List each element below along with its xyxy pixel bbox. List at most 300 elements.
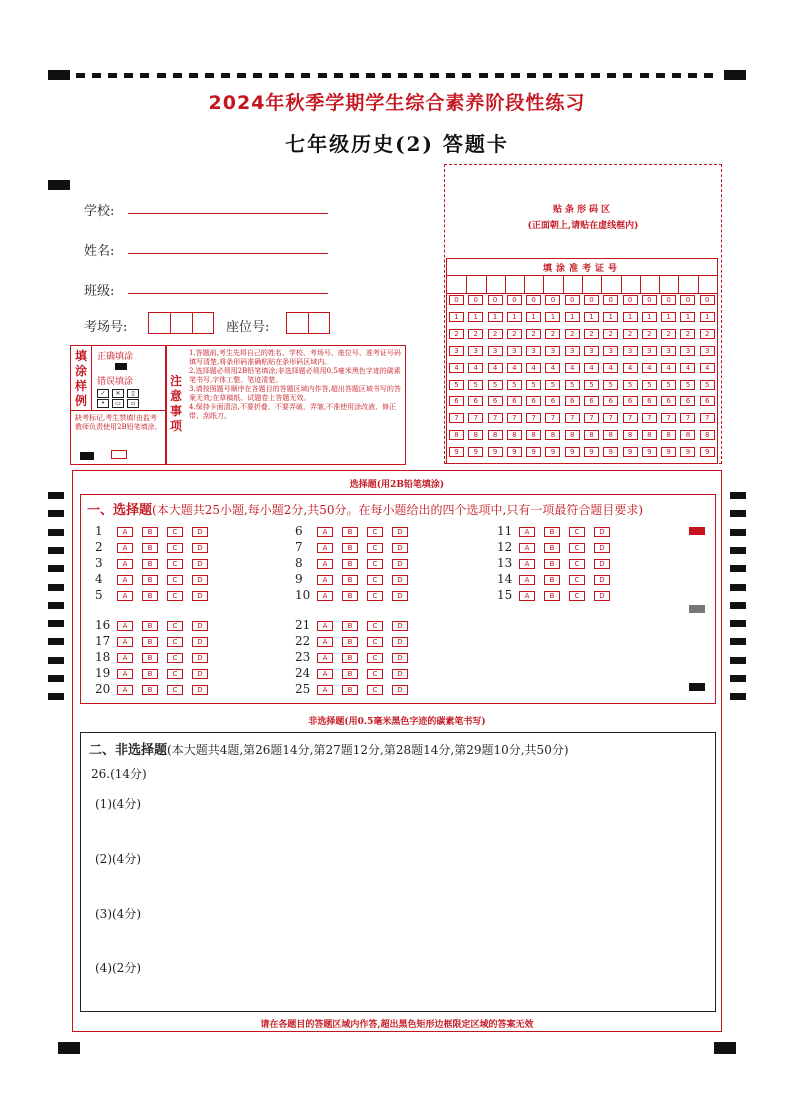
exam-digit-bubble[interactable]: 7 [603, 413, 618, 423]
option-bubble-c[interactable]: C [167, 669, 183, 679]
option-bubble-c[interactable]: C [569, 543, 585, 553]
option-bubble-a[interactable]: A [117, 543, 133, 553]
timing-dash [672, 73, 681, 78]
timing-mark [730, 693, 746, 700]
exam-digit-bubble[interactable]: 0 [642, 295, 657, 305]
exam-cell-divider [659, 275, 660, 293]
option-bubble-d[interactable]: D [192, 653, 208, 663]
option-bubble-a[interactable]: A [519, 591, 535, 601]
exam-digit-bubble[interactable]: 9 [642, 447, 657, 457]
notice-box [166, 345, 406, 465]
option-bubble-d[interactable]: D [192, 669, 208, 679]
option-bubble-a[interactable]: A [117, 621, 133, 631]
exam-digit-bubble[interactable]: 3 [623, 346, 638, 356]
exam-cell-divider [524, 275, 525, 293]
nonchoice-heading: 二、非选择题(本大题共4题,第26题14分,第27题12分,第28题14分,第29题10分,共50分) [89, 743, 569, 758]
exam-digit-bubble[interactable]: 2 [449, 329, 464, 339]
exam-digit-bubble[interactable]: 1 [565, 312, 580, 322]
option-bubble-a[interactable]: A [117, 559, 133, 569]
option-bubble-a[interactable]: A [519, 559, 535, 569]
option-bubble-b[interactable]: B [142, 543, 158, 553]
exam-digit-bubble[interactable]: 8 [700, 430, 715, 440]
option-bubble-a[interactable]: A [519, 527, 535, 537]
exam-digit-bubble[interactable]: 4 [623, 363, 638, 373]
exam-digit-bubble[interactable]: 5 [468, 380, 483, 390]
exam-digit-bubble[interactable]: 6 [449, 396, 464, 406]
option-bubble-a[interactable]: A [117, 575, 133, 585]
exam-digit-bubble[interactable]: 5 [700, 380, 715, 390]
option-bubble-d[interactable]: D [392, 559, 408, 569]
exam-digit-bubble[interactable]: 2 [468, 329, 483, 339]
exam-digit-bubble[interactable]: 9 [700, 447, 715, 457]
exam-digit-bubble[interactable]: 9 [488, 447, 503, 457]
exam-digit-bubble[interactable]: 2 [584, 329, 599, 339]
class-field[interactable] [128, 292, 328, 294]
exam-digit-bubble[interactable]: 5 [642, 380, 657, 390]
exam-digit-bubble[interactable]: 6 [526, 396, 541, 406]
exam-digit-bubble[interactable]: 3 [468, 346, 483, 356]
option-bubble-d[interactable]: D [192, 559, 208, 569]
timing-dash [140, 73, 149, 78]
option-bubble-b[interactable]: B [142, 621, 158, 631]
option-bubble-b[interactable]: B [342, 527, 358, 537]
option-bubble-c[interactable]: C [367, 653, 383, 663]
exam-digit-bubble[interactable]: 9 [507, 447, 522, 457]
option-bubble-a[interactable]: A [317, 669, 333, 679]
exam-digit-bubble[interactable]: 3 [526, 346, 541, 356]
option-bubble-d[interactable]: D [192, 591, 208, 601]
exam-digit-bubble[interactable]: 5 [603, 380, 618, 390]
option-bubble-b[interactable]: B [544, 527, 560, 537]
question-number: 22 [295, 634, 311, 648]
absent-note: 缺考标记,考生禁填!由监考教师负责使用2B铅笔填涂。 [75, 414, 162, 431]
timing-mark [730, 547, 746, 554]
exam-digit-bubble[interactable]: 3 [584, 346, 599, 356]
exam-digit-bubble[interactable]: 5 [584, 380, 599, 390]
exam-digit-bubble[interactable]: 7 [700, 413, 715, 423]
exam-digit-bubble[interactable]: 0 [700, 295, 715, 305]
exam-digit-bubble[interactable]: 7 [449, 413, 464, 423]
option-bubble-b[interactable]: B [342, 669, 358, 679]
exam-digit-bubble[interactable]: 7 [584, 413, 599, 423]
corner-marker-bottom-right [714, 1042, 736, 1054]
question-number: 25 [295, 682, 311, 696]
exam-digit-bubble[interactable]: 1 [526, 312, 541, 322]
exam-digit-bubble[interactable]: 3 [488, 346, 503, 356]
question-number: 13 [497, 556, 513, 570]
exam-digit-bubble[interactable]: 2 [545, 329, 560, 339]
option-bubble-d[interactable]: D [392, 575, 408, 585]
timing-dash [398, 73, 407, 78]
option-bubble-c[interactable]: C [167, 575, 183, 585]
exam-digit-bubble[interactable]: 1 [603, 312, 618, 322]
option-bubble-d[interactable]: D [594, 527, 610, 537]
exam-digit-bubble[interactable]: 7 [526, 413, 541, 423]
exam-digit-bubble[interactable]: 0 [468, 295, 483, 305]
room-label: 考场号: [84, 320, 128, 335]
exam-digit-bubble[interactable]: 8 [623, 430, 638, 440]
exam-digit-bubble[interactable]: 1 [449, 312, 464, 322]
exam-digit-bubble[interactable]: 5 [565, 380, 580, 390]
exam-digit-bubble[interactable]: 6 [603, 396, 618, 406]
option-bubble-c[interactable]: C [569, 575, 585, 585]
exam-digit-bubble[interactable]: 9 [565, 447, 580, 457]
exam-digit-bubble[interactable]: 0 [584, 295, 599, 305]
exam-digit-bubble[interactable]: 6 [468, 396, 483, 406]
exam-digit-bubble[interactable]: 2 [661, 329, 676, 339]
option-bubble-b[interactable]: B [342, 575, 358, 585]
exam-digit-bubble[interactable]: 9 [468, 447, 483, 457]
exam-digit-bubble[interactable]: 5 [623, 380, 638, 390]
option-bubble-c[interactable]: C [367, 543, 383, 553]
notice-item: 4.保持卡面清洁,不要折叠、不要弄破、弄皱,不准使用涂改液、修正带、刮纸刀。 [189, 403, 397, 420]
exam-digit-bubble[interactable]: 6 [623, 396, 638, 406]
exam-digit-bubble[interactable]: 0 [488, 295, 503, 305]
exam-digit-bubble[interactable]: 0 [680, 295, 695, 305]
option-bubble-b[interactable]: B [142, 669, 158, 679]
option-bubble-d[interactable]: D [392, 591, 408, 601]
option-bubble-b[interactable]: B [544, 543, 560, 553]
exam-digit-bubble[interactable]: 9 [680, 447, 695, 457]
exam-digit-bubble[interactable]: 8 [507, 430, 522, 440]
option-bubble-b[interactable]: B [142, 637, 158, 647]
option-bubble-d[interactable]: D [392, 669, 408, 679]
exam-digit-bubble[interactable]: 9 [584, 447, 599, 457]
corner-marker-top-right [724, 70, 746, 80]
option-bubble-b[interactable]: B [544, 575, 560, 585]
exam-digit-bubble[interactable]: 1 [680, 312, 695, 322]
option-bubble-c[interactable]: C [167, 591, 183, 601]
exam-digit-bubble[interactable]: 1 [642, 312, 657, 322]
exam-digit-bubble[interactable]: 3 [642, 346, 657, 356]
option-bubble-c[interactable]: C [367, 669, 383, 679]
option-bubble-b[interactable]: B [342, 543, 358, 553]
question-number: 5 [95, 588, 103, 602]
timing-dash [253, 73, 262, 78]
option-bubble-c[interactable]: C [569, 559, 585, 569]
exam-digit-bubble[interactable]: 4 [545, 363, 560, 373]
exam-digit-bubble[interactable]: 3 [545, 346, 560, 356]
timing-dash [527, 73, 536, 78]
exam-digit-bubble[interactable]: 8 [603, 430, 618, 440]
exam-digit-bubble[interactable]: 7 [661, 413, 676, 423]
option-bubble-d[interactable]: D [192, 527, 208, 537]
exam-cell-divider [466, 275, 467, 293]
question-number: 9 [295, 572, 303, 586]
option-bubble-a[interactable]: A [317, 575, 333, 585]
option-bubble-d[interactable]: D [192, 543, 208, 553]
exam-digit-bubble[interactable]: 2 [526, 329, 541, 339]
exam-digit-bubble[interactable]: 2 [565, 329, 580, 339]
option-bubble-d[interactable]: D [392, 543, 408, 553]
exam-digit-bubble[interactable]: 2 [507, 329, 522, 339]
exam-digit-bubble[interactable]: 7 [488, 413, 503, 423]
exam-digit-bubble[interactable]: 5 [507, 380, 522, 390]
exam-digit-bubble[interactable]: 4 [642, 363, 657, 373]
exam-digit-bubble[interactable]: 1 [584, 312, 599, 322]
exam-digit-bubble[interactable]: 9 [449, 447, 464, 457]
corner-marker-bottom-left [58, 1042, 80, 1054]
timing-mark [48, 492, 64, 499]
option-bubble-a[interactable]: A [519, 575, 535, 585]
exam-digit-bubble[interactable]: 0 [623, 295, 638, 305]
option-bubble-c[interactable]: C [167, 543, 183, 553]
exam-digit-bubble[interactable]: 5 [488, 380, 503, 390]
nonchoice-section[interactable] [80, 732, 716, 1012]
exam-digit-bubble[interactable]: 9 [545, 447, 560, 457]
option-bubble-b[interactable]: B [544, 591, 560, 601]
exam-digit-bubble[interactable]: 1 [623, 312, 638, 322]
exam-digit-bubble[interactable]: 8 [661, 430, 676, 440]
option-bubble-d[interactable]: D [594, 575, 610, 585]
exam-digit-bubble[interactable]: 4 [584, 363, 599, 373]
exam-digit-bubble[interactable]: 6 [545, 396, 560, 406]
question-number: 1 [95, 524, 103, 538]
exam-digit-bubble[interactable]: 3 [680, 346, 695, 356]
option-bubble-c[interactable]: C [569, 591, 585, 601]
timing-marks-left [48, 492, 64, 712]
timing-marks-right [730, 492, 746, 712]
option-bubble-c[interactable]: C [367, 527, 383, 537]
option-bubble-b[interactable]: B [342, 591, 358, 601]
option-bubble-c[interactable]: C [167, 653, 183, 663]
option-bubble-b[interactable]: B [142, 575, 158, 585]
exam-digit-bubble[interactable]: 5 [545, 380, 560, 390]
school-field[interactable] [128, 212, 328, 214]
fill-example-box [70, 345, 166, 465]
timing-dash [462, 73, 471, 78]
exam-digit-bubble[interactable]: 5 [526, 380, 541, 390]
option-bubble-b[interactable]: B [544, 559, 560, 569]
exam-digit-bubble[interactable]: 2 [642, 329, 657, 339]
exam-digit-bubble[interactable]: 2 [603, 329, 618, 339]
exam-digit-bubble[interactable]: 1 [700, 312, 715, 322]
exam-digit-bubble[interactable]: 8 [468, 430, 483, 440]
exam-digit-bubble[interactable]: 1 [488, 312, 503, 322]
name-field[interactable] [128, 252, 328, 254]
corner-marker-top-left [48, 70, 70, 80]
absent-mark-box[interactable] [111, 450, 127, 459]
timing-dash [607, 73, 616, 78]
option-bubble-d[interactable]: D [192, 621, 208, 631]
option-bubble-c[interactable]: C [367, 559, 383, 569]
exam-digit-bubble[interactable]: 3 [507, 346, 522, 356]
exam-digit-bubble[interactable]: 3 [565, 346, 580, 356]
option-bubble-d[interactable]: D [392, 621, 408, 631]
exam-digit-bubble[interactable]: 4 [680, 363, 695, 373]
option-bubble-c[interactable]: C [167, 559, 183, 569]
exam-digit-bubble[interactable]: 5 [680, 380, 695, 390]
option-bubble-b[interactable]: B [342, 685, 358, 695]
exam-digit-bubble[interactable]: 0 [603, 295, 618, 305]
option-bubble-c[interactable]: C [569, 527, 585, 537]
option-bubble-a[interactable]: A [317, 591, 333, 601]
exam-digit-bubble[interactable]: 6 [507, 396, 522, 406]
exam-number-write-cells[interactable] [447, 275, 717, 293]
exam-digit-bubble[interactable]: 2 [488, 329, 503, 339]
exam-digit-bubble[interactable]: 8 [545, 430, 560, 440]
option-bubble-b[interactable]: B [142, 685, 158, 695]
exam-digit-bubble[interactable]: 1 [468, 312, 483, 322]
exam-digit-bubble[interactable]: 1 [545, 312, 560, 322]
exam-cell-divider [640, 275, 641, 293]
orientation-mark-black [689, 683, 705, 691]
exam-digit-bubble[interactable]: 6 [565, 396, 580, 406]
option-bubble-c[interactable]: C [167, 685, 183, 695]
exam-digit-bubble[interactable]: 4 [700, 363, 715, 373]
part-4-label: (4)(2分) [95, 961, 141, 975]
exam-digit-bubble[interactable]: 4 [603, 363, 618, 373]
timing-mark [48, 510, 64, 517]
option-bubble-a[interactable]: A [519, 543, 535, 553]
exam-digit-bubble[interactable]: 9 [603, 447, 618, 457]
exam-digit-bubble[interactable]: 7 [680, 413, 695, 423]
option-bubble-a[interactable]: A [117, 637, 133, 647]
exam-digit-bubble[interactable]: 7 [468, 413, 483, 423]
exam-digit-bubble[interactable]: 3 [700, 346, 715, 356]
exam-digit-bubble[interactable]: 8 [488, 430, 503, 440]
option-bubble-d[interactable]: D [392, 637, 408, 647]
exam-digit-bubble[interactable]: 6 [584, 396, 599, 406]
exam-digit-bubble[interactable]: 3 [661, 346, 676, 356]
fill-example-vertical-label: 填 涂 样 例 [75, 349, 88, 408]
exam-digit-bubble[interactable]: 7 [545, 413, 560, 423]
option-bubble-b[interactable]: B [342, 637, 358, 647]
option-bubble-c[interactable]: C [167, 637, 183, 647]
option-bubble-d[interactable]: D [392, 685, 408, 695]
exam-digit-bubble[interactable]: 0 [526, 295, 541, 305]
option-bubble-a[interactable]: A [317, 685, 333, 695]
question-number: 4 [95, 572, 103, 586]
option-bubble-b[interactable]: B [342, 653, 358, 663]
exam-digit-bubble[interactable]: 4 [507, 363, 522, 373]
option-bubble-a[interactable]: A [117, 669, 133, 679]
exam-digit-bubble[interactable]: 2 [680, 329, 695, 339]
exam-digit-bubble[interactable]: 9 [661, 447, 676, 457]
option-bubble-d[interactable]: D [192, 685, 208, 695]
exam-digit-bubble[interactable]: 9 [623, 447, 638, 457]
option-bubble-d[interactable]: D [392, 653, 408, 663]
exam-digit-bubble[interactable]: 0 [661, 295, 676, 305]
exam-digit-bubble[interactable]: 8 [584, 430, 599, 440]
exam-digit-bubble[interactable]: 0 [449, 295, 464, 305]
timing-mark [730, 529, 746, 536]
exam-digit-bubble[interactable]: 8 [565, 430, 580, 440]
option-bubble-c[interactable]: C [167, 621, 183, 631]
exam-cell-divider [601, 275, 602, 293]
option-bubble-c[interactable]: C [367, 591, 383, 601]
exam-digit-bubble[interactable]: 8 [680, 430, 695, 440]
exam-digit-bubble[interactable]: 0 [545, 295, 560, 305]
exam-digit-bubble[interactable]: 6 [680, 396, 695, 406]
exam-digit-bubble[interactable]: 4 [488, 363, 503, 373]
exam-digit-bubble[interactable]: 8 [642, 430, 657, 440]
option-bubble-d[interactable]: D [594, 559, 610, 569]
option-bubble-b[interactable]: B [342, 621, 358, 631]
exam-digit-bubble[interactable]: 3 [449, 346, 464, 356]
option-bubble-a[interactable]: A [317, 653, 333, 663]
option-bubble-a[interactable]: A [117, 685, 133, 695]
exam-digit-bubble[interactable]: 6 [661, 396, 676, 406]
option-bubble-d[interactable]: D [594, 543, 610, 553]
option-bubble-a[interactable]: A [317, 559, 333, 569]
exam-digit-bubble[interactable]: 1 [661, 312, 676, 322]
exam-digit-bubble[interactable]: 4 [661, 363, 676, 373]
exam-digit-bubble[interactable]: 6 [700, 396, 715, 406]
exam-digit-bubble[interactable]: 9 [526, 447, 541, 457]
option-bubble-d[interactable]: D [594, 591, 610, 601]
seat-number-box[interactable] [286, 312, 330, 334]
exam-digit-bubble[interactable]: 2 [700, 329, 715, 339]
option-bubble-c[interactable]: C [367, 575, 383, 585]
page-title: 2024年秋季学期学生综合素养阶段性练习 [208, 92, 586, 114]
exam-cell-divider [582, 275, 583, 293]
option-bubble-c[interactable]: C [367, 685, 383, 695]
exam-digit-bubble[interactable]: 5 [661, 380, 676, 390]
option-bubble-d[interactable]: D [192, 637, 208, 647]
option-bubble-a[interactable]: A [117, 527, 133, 537]
exam-digit-bubble[interactable]: 4 [526, 363, 541, 373]
exam-digit-bubble[interactable]: 7 [642, 413, 657, 423]
exam-number-bubbles[interactable] [447, 295, 717, 465]
option-bubble-b[interactable]: B [142, 653, 158, 663]
option-bubble-b[interactable]: B [342, 559, 358, 569]
exam-digit-bubble[interactable]: 8 [526, 430, 541, 440]
option-bubble-a[interactable]: A [317, 637, 333, 647]
timing-dash [221, 73, 230, 78]
option-bubble-b[interactable]: B [142, 559, 158, 569]
timing-dash [92, 73, 101, 78]
exam-digit-bubble[interactable]: 7 [507, 413, 522, 423]
option-bubble-b[interactable]: B [142, 591, 158, 601]
exam-digit-bubble[interactable]: 6 [488, 396, 503, 406]
exam-digit-bubble[interactable]: 0 [565, 295, 580, 305]
exam-digit-bubble[interactable]: 6 [642, 396, 657, 406]
option-bubble-a[interactable]: A [317, 621, 333, 631]
exam-digit-bubble[interactable]: 2 [623, 329, 638, 339]
exam-digit-bubble[interactable]: 4 [565, 363, 580, 373]
option-bubble-c[interactable]: C [367, 637, 383, 647]
exam-digit-bubble[interactable]: 7 [623, 413, 638, 423]
option-bubble-d[interactable]: D [192, 575, 208, 585]
exam-digit-bubble[interactable]: 1 [507, 312, 522, 322]
option-bubble-b[interactable]: B [142, 527, 158, 537]
option-bubble-a[interactable]: A [317, 527, 333, 537]
question-row [95, 587, 217, 603]
exam-digit-bubble[interactable]: 7 [565, 413, 580, 423]
exam-digit-bubble[interactable]: 4 [449, 363, 464, 373]
exam-digit-bubble[interactable]: 3 [603, 346, 618, 356]
option-bubble-a[interactable]: A [117, 591, 133, 601]
choice-questions [81, 521, 717, 701]
option-bubble-a[interactable]: A [317, 543, 333, 553]
option-bubble-a[interactable]: A [117, 653, 133, 663]
position-marker-mid-left [80, 452, 94, 460]
option-bubble-c[interactable]: C [167, 527, 183, 537]
option-bubble-c[interactable]: C [367, 621, 383, 631]
notice-item: 1.答题前,考生先将自己的姓名、学校、考场号、座位号、准考证号码填写清楚,将条形码准确粘贴在条形码区域内。 [189, 349, 401, 366]
exam-digit-bubble[interactable]: 8 [449, 430, 464, 440]
exam-digit-bubble[interactable]: 5 [449, 380, 464, 390]
option-bubble-d[interactable]: D [392, 527, 408, 537]
question-number: 12 [497, 540, 513, 554]
timing-dash [173, 73, 182, 78]
question-row [295, 633, 417, 649]
exam-digit-bubble[interactable]: 4 [468, 363, 483, 373]
room-number-box[interactable] [148, 312, 214, 334]
timing-mark [48, 657, 64, 664]
exam-digit-bubble[interactable]: 0 [507, 295, 522, 305]
